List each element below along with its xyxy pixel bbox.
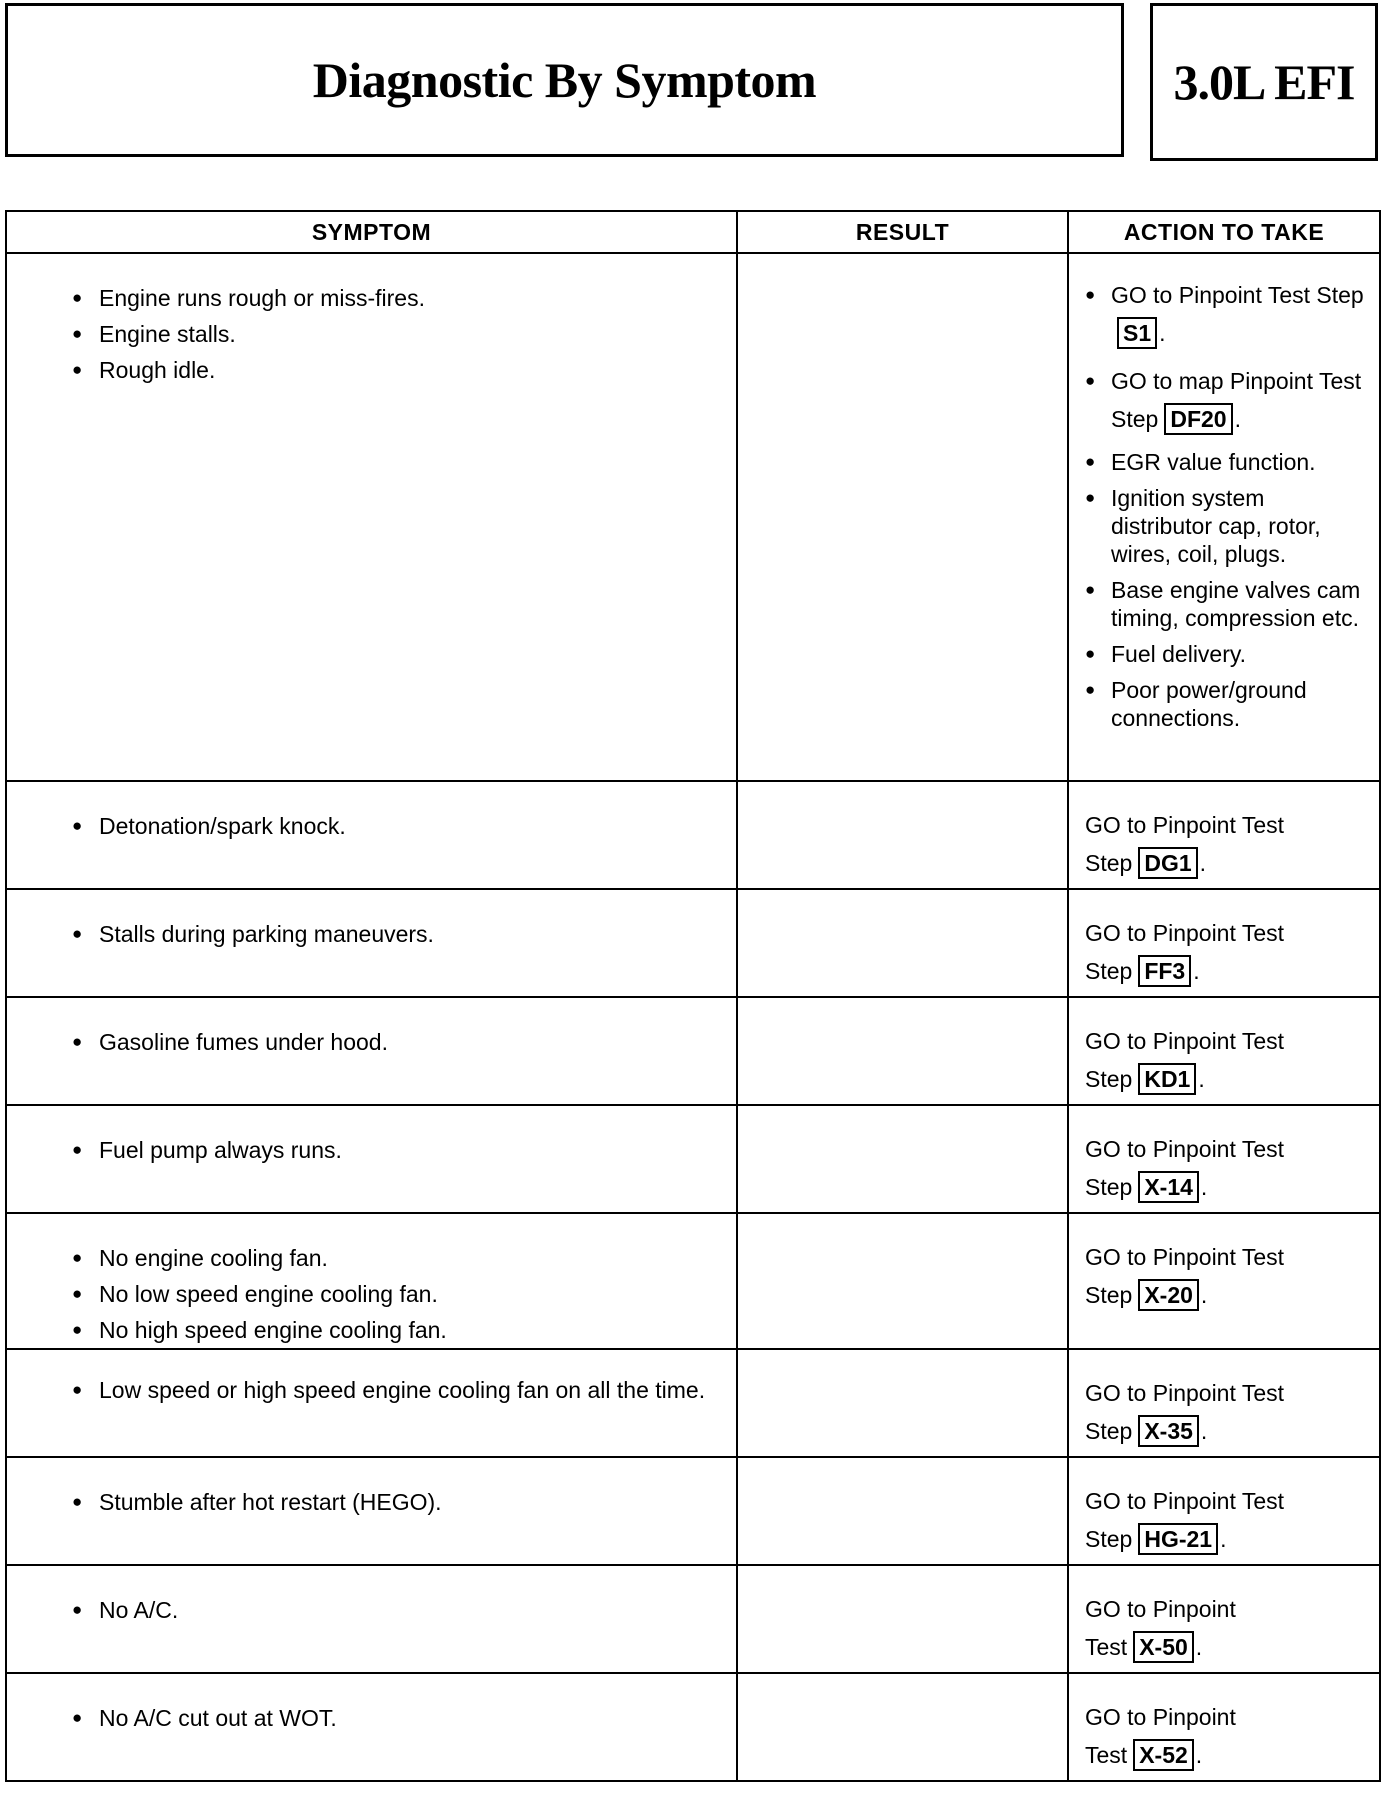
column-header-symptom: SYMPTOM [6,211,737,253]
result-cell [737,1457,1068,1565]
result-cell [737,253,1068,781]
result-cell [737,889,1068,997]
action-item [1111,362,1367,438]
diagnostic-table [5,210,1381,1782]
table-row [6,1457,1380,1565]
action-text: Step [1085,1066,1133,1092]
test-step-box: HG-21 [1138,1523,1218,1555]
action-text-block [1069,998,1379,1098]
action-list [1069,254,1379,748]
action-punct: . [1200,1174,1208,1200]
table-row [6,997,1380,1105]
engine-code-box [1150,3,1378,161]
result-cell [737,781,1068,889]
action-punct: . [1195,1634,1203,1660]
action-text: GO to Pinpoint Test [1085,920,1285,946]
action-item: ● Base engine valves cam timing, compression etc. [1111,576,1367,632]
action-punct: . [1200,1418,1208,1444]
action-item: ● Fuel delivery. [1111,640,1367,668]
action-cell [1068,997,1380,1105]
action-cell [1068,1457,1380,1565]
action-text-block [1069,890,1379,990]
symptom-list [7,1458,736,1520]
action-punct: . [1159,320,1166,346]
action-text-block [1069,1458,1379,1558]
table-row [6,253,1380,781]
result-cell [737,1105,1068,1213]
table-row [6,1673,1380,1781]
symptom-item: ● No engine cooling fan. [99,1240,716,1276]
test-step-box: KD1 [1138,1063,1196,1095]
symptom-cell [6,1457,737,1565]
action-text-block [1069,1566,1379,1666]
action-item: ● Ignition system distributor cap, rotor, wires, coil, plugs. [1111,484,1367,568]
test-step-box: X-50 [1133,1631,1194,1663]
symptom-item: ● Fuel pump always runs. [99,1132,716,1168]
action-text: GO to Pinpoint Test [1085,1244,1285,1270]
symptom-item: ● Engine stalls. [99,316,716,352]
symptom-item: ● No A/C cut out at WOT. [99,1700,716,1736]
action-text: Step [1085,1174,1133,1200]
symptom-item: ● Rough idle. [99,352,716,388]
action-cell [1068,1213,1380,1349]
action-cell [1068,1565,1380,1673]
action-text: Step [1085,1418,1133,1444]
action-text: GO to Pinpoint Test [1085,1380,1285,1406]
action-text: Step [1085,958,1133,984]
test-step-box: DG1 [1138,847,1197,879]
action-text: GO to Pinpoint [1085,1704,1236,1730]
symptom-item: ● Stalls during parking maneuvers. [99,916,716,952]
symptom-cell [6,1105,737,1213]
action-text-block [1069,1106,1379,1206]
action-punct: . [1195,1742,1203,1768]
action-item: ● Poor power/ground connections. [1111,676,1367,732]
result-cell [737,1673,1068,1781]
result-cell [737,997,1068,1105]
symptom-list [7,1350,736,1404]
action-text: Test [1085,1742,1128,1768]
action-cell [1068,253,1380,781]
action-item [1111,276,1367,352]
test-step-box: X-20 [1138,1279,1199,1311]
result-cell [737,1349,1068,1457]
test-step-box: X-35 [1138,1415,1199,1447]
symptom-cell [6,1349,737,1457]
engine-code: 3.0L EFI [1173,54,1355,110]
table-row [6,781,1380,889]
symptom-item: ● No high speed engine cooling fan. [99,1312,716,1348]
action-text-block [1069,1214,1379,1314]
symptom-cell [6,1213,737,1349]
symptom-item: ● Gasoline fumes under hood. [99,1024,716,1060]
action-text: GO to Pinpoint Test [1085,1028,1285,1054]
action-text: Step [1085,1282,1133,1308]
action-text: GO to Pinpoint Test [1085,812,1285,838]
test-step-box: FF3 [1138,955,1191,987]
action-cell [1068,781,1380,889]
test-step-box: X-14 [1138,1171,1199,1203]
symptom-list [7,1214,736,1348]
result-cell [737,1213,1068,1349]
symptom-list [7,782,736,844]
action-punct: . [1220,1526,1227,1552]
symptom-cell [6,1565,737,1673]
test-step-box: S1 [1117,317,1157,349]
symptom-item: ● Engine runs rough or miss-fires. [99,280,716,316]
action-punct: . [1198,1066,1205,1092]
action-text: GO to Pinpoint Test [1085,1136,1285,1162]
symptom-list [7,1674,736,1736]
symptom-item: ● Low speed or high speed engine cooling fan on all the time. [99,1376,716,1404]
action-punct: . [1193,958,1200,984]
action-punct: . [1200,1282,1208,1308]
table-row [6,1213,1380,1349]
symptom-item: ● Stumble after hot restart (HEGO). [99,1484,716,1520]
symptom-list [7,890,736,952]
table-row [6,889,1380,997]
action-text: GO to Pinpoint [1085,1596,1236,1622]
symptom-cell [6,997,737,1105]
test-step-box: X-52 [1133,1739,1194,1771]
action-text: GO to Pinpoint Test Step [1111,282,1364,308]
symptom-list [7,1566,736,1628]
symptom-cell [6,253,737,781]
action-text: Test [1085,1634,1128,1660]
symptom-cell [6,889,737,997]
action-punct: . [1234,406,1241,432]
test-step-box: DF20 [1164,403,1232,435]
action-text: GO to Pinpoint Test [1085,1488,1285,1514]
action-text: Step [1085,850,1133,876]
column-header-action: ACTION TO TAKE [1068,211,1380,253]
symptom-item: ● Detonation/spark knock. [99,808,716,844]
symptom-cell [6,781,737,889]
symptom-list [7,254,736,388]
table-row [6,1105,1380,1213]
symptom-item: ● No A/C. [99,1592,716,1628]
symptom-item: ● No low speed engine cooling fan. [99,1276,716,1312]
action-text-block [1069,1350,1379,1450]
page-title: Diagnostic By Symptom [312,52,817,108]
column-header-result: RESULT [737,211,1068,253]
table-row [6,1565,1380,1673]
symptom-list [7,998,736,1060]
action-text-block [1069,782,1379,882]
action-cell [1068,1673,1380,1781]
action-text: Step [1085,1526,1133,1552]
action-cell [1068,889,1380,997]
table-row [6,1349,1380,1457]
action-text-block [1069,1674,1379,1774]
action-cell [1068,1349,1380,1457]
action-cell [1068,1105,1380,1213]
action-item: ● EGR value function. [1111,448,1367,476]
symptom-cell [6,1673,737,1781]
action-text: GO to map Pinpoint Test Step [1111,368,1362,432]
title-box [5,3,1124,157]
action-punct: . [1199,850,1207,876]
result-cell [737,1565,1068,1673]
symptom-list [7,1106,736,1168]
table-header-row [6,211,1380,253]
